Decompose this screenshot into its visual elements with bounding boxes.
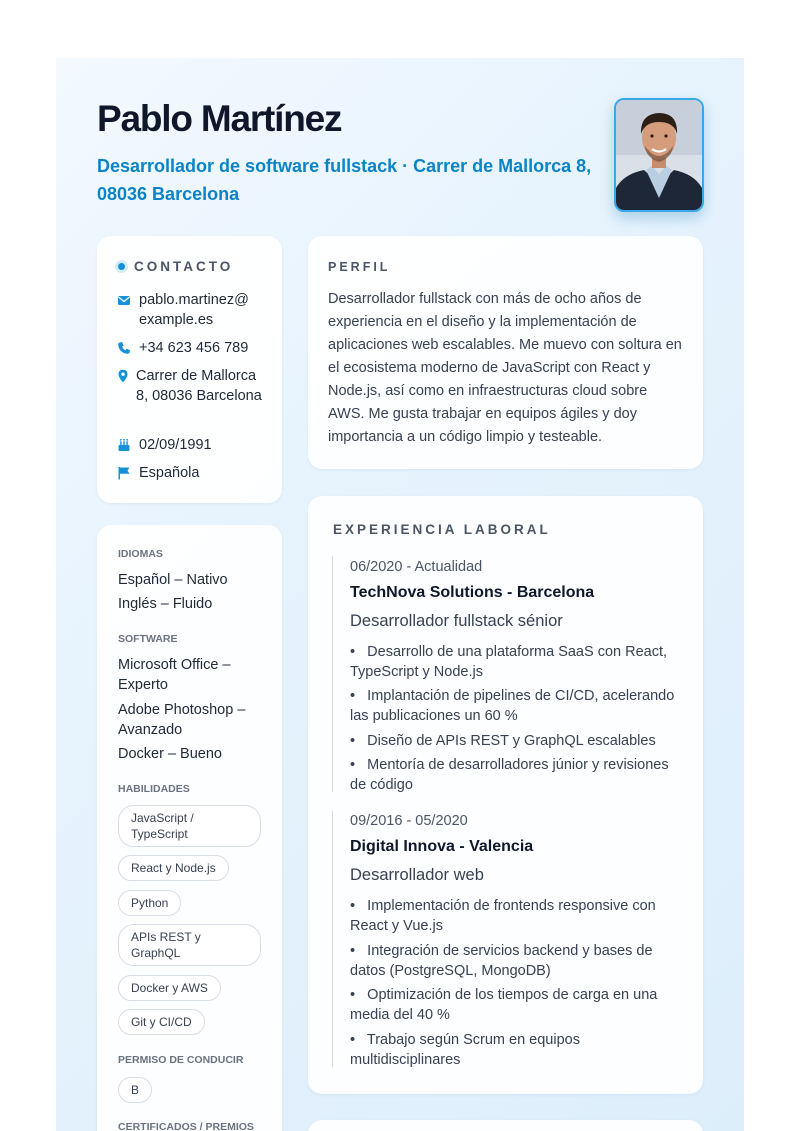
software-item: Microsoft Office – Experto: [118, 657, 231, 693]
section-dot-icon: [118, 263, 125, 270]
software-item: Docker – Bueno: [118, 746, 222, 762]
license-label: PERMISO DE CONDUCIR: [118, 1054, 244, 1066]
job-bullet: • Implementación de frontends responsive con React y Vue.js: [350, 898, 656, 934]
profile-text: Desarrollador fullstack con más de ocho años de experiencia en el diseño y la implementación de aplicaciones web escalables. Me muevo con soltura en el ecosistema moderno de JavaScript con React y Node.js, así como en infraestructuras cloud sobre AWS. Me gusta trabajar en equipos ágiles y doy importancia a un código limpio y testeable.: [328, 291, 682, 445]
skill-pill: Python: [118, 890, 181, 916]
job-bullet: • Integración de servicios backend y bases de datos (PostgreSQL, MongoDB): [350, 943, 653, 979]
job-company: Digital Innova - Valencia: [350, 838, 534, 855]
job-bullet: • Optimización de los tiempos de carga en una media del 40 %: [350, 987, 658, 1023]
skills-label: HABILIDADES: [118, 783, 190, 795]
contact-card: CONTACTO pablo.martinez@ example.es +34 623 456 789 Carrer de Mallorca 8, 08036 Barcelona 02/09/1991 Española: [97, 236, 282, 503]
job-bullet: • Mentoría de desarrolladores júnior y revisiones de código: [350, 757, 669, 793]
software-item: Adobe Photoshop – Avanzado: [118, 702, 246, 738]
skill-pill: APIs REST y GraphQL: [118, 924, 261, 966]
phone-icon: [117, 341, 131, 355]
job-role: Desarrollador web: [350, 866, 484, 884]
language-item: Inglés – Fluido: [118, 596, 213, 612]
job-bullet: • Diseño de APIs REST y GraphQL escalables: [350, 733, 656, 749]
resume-sheet: [56, 58, 744, 1131]
job-dates: 09/2016 - 05/2020: [350, 813, 468, 829]
skill-pill: React y Node.js: [118, 855, 229, 881]
skill-pill: JavaScript / TypeScript: [118, 805, 261, 847]
profile-photo: [614, 98, 704, 212]
experience-card: [308, 496, 703, 1094]
skill-pill: Git y CI/CD: [118, 1009, 205, 1035]
envelope-icon: [117, 293, 131, 307]
birthday-cake-icon: [117, 438, 131, 452]
profile-card: [308, 236, 703, 469]
timeline-line: [332, 811, 333, 1067]
job-bullet: • Trabajo según Scrum en equipos multidisciplinares: [350, 1032, 580, 1068]
job-company: TechNova Solutions - Barcelona: [350, 584, 595, 601]
candidate-name: Pablo Martínez: [97, 98, 342, 139]
language-item: Español – Nativo: [118, 572, 228, 588]
flag-icon: [117, 466, 131, 480]
contact-title: CONTACTO: [134, 259, 234, 274]
skill-pill: Docker y AWS: [118, 975, 221, 1001]
skills-card: [97, 525, 282, 1131]
languages-label: IDIOMAS: [118, 548, 163, 560]
job-bullet: • Implantación de pipelines de CI/CD, acelerando las publicaciones un 60 %: [350, 688, 675, 724]
timeline-line: [332, 556, 333, 792]
software-label: SOFTWARE: [118, 633, 178, 645]
job-role: Desarrollador fullstack sénior: [350, 612, 563, 630]
profile-title: PERFIL: [328, 260, 391, 274]
job-dates: 06/2020 - Actualidad: [350, 559, 483, 575]
certificates-label: CERTIFICADOS / PREMIOS: [118, 1121, 254, 1131]
job-bullet: • Desarrollo de una plataforma SaaS con React, TypeScript y Node.js: [350, 644, 668, 680]
experience-title: EXPERIENCIA LABORAL: [333, 522, 551, 537]
license-pill: B: [118, 1077, 152, 1103]
candidate-subtitle: Desarrollador de software fullstack · Carrer de Mallorca 8, 08036 Barcelona: [97, 156, 592, 204]
location-pin-icon: [116, 369, 130, 383]
next-section-card: [308, 1120, 703, 1131]
